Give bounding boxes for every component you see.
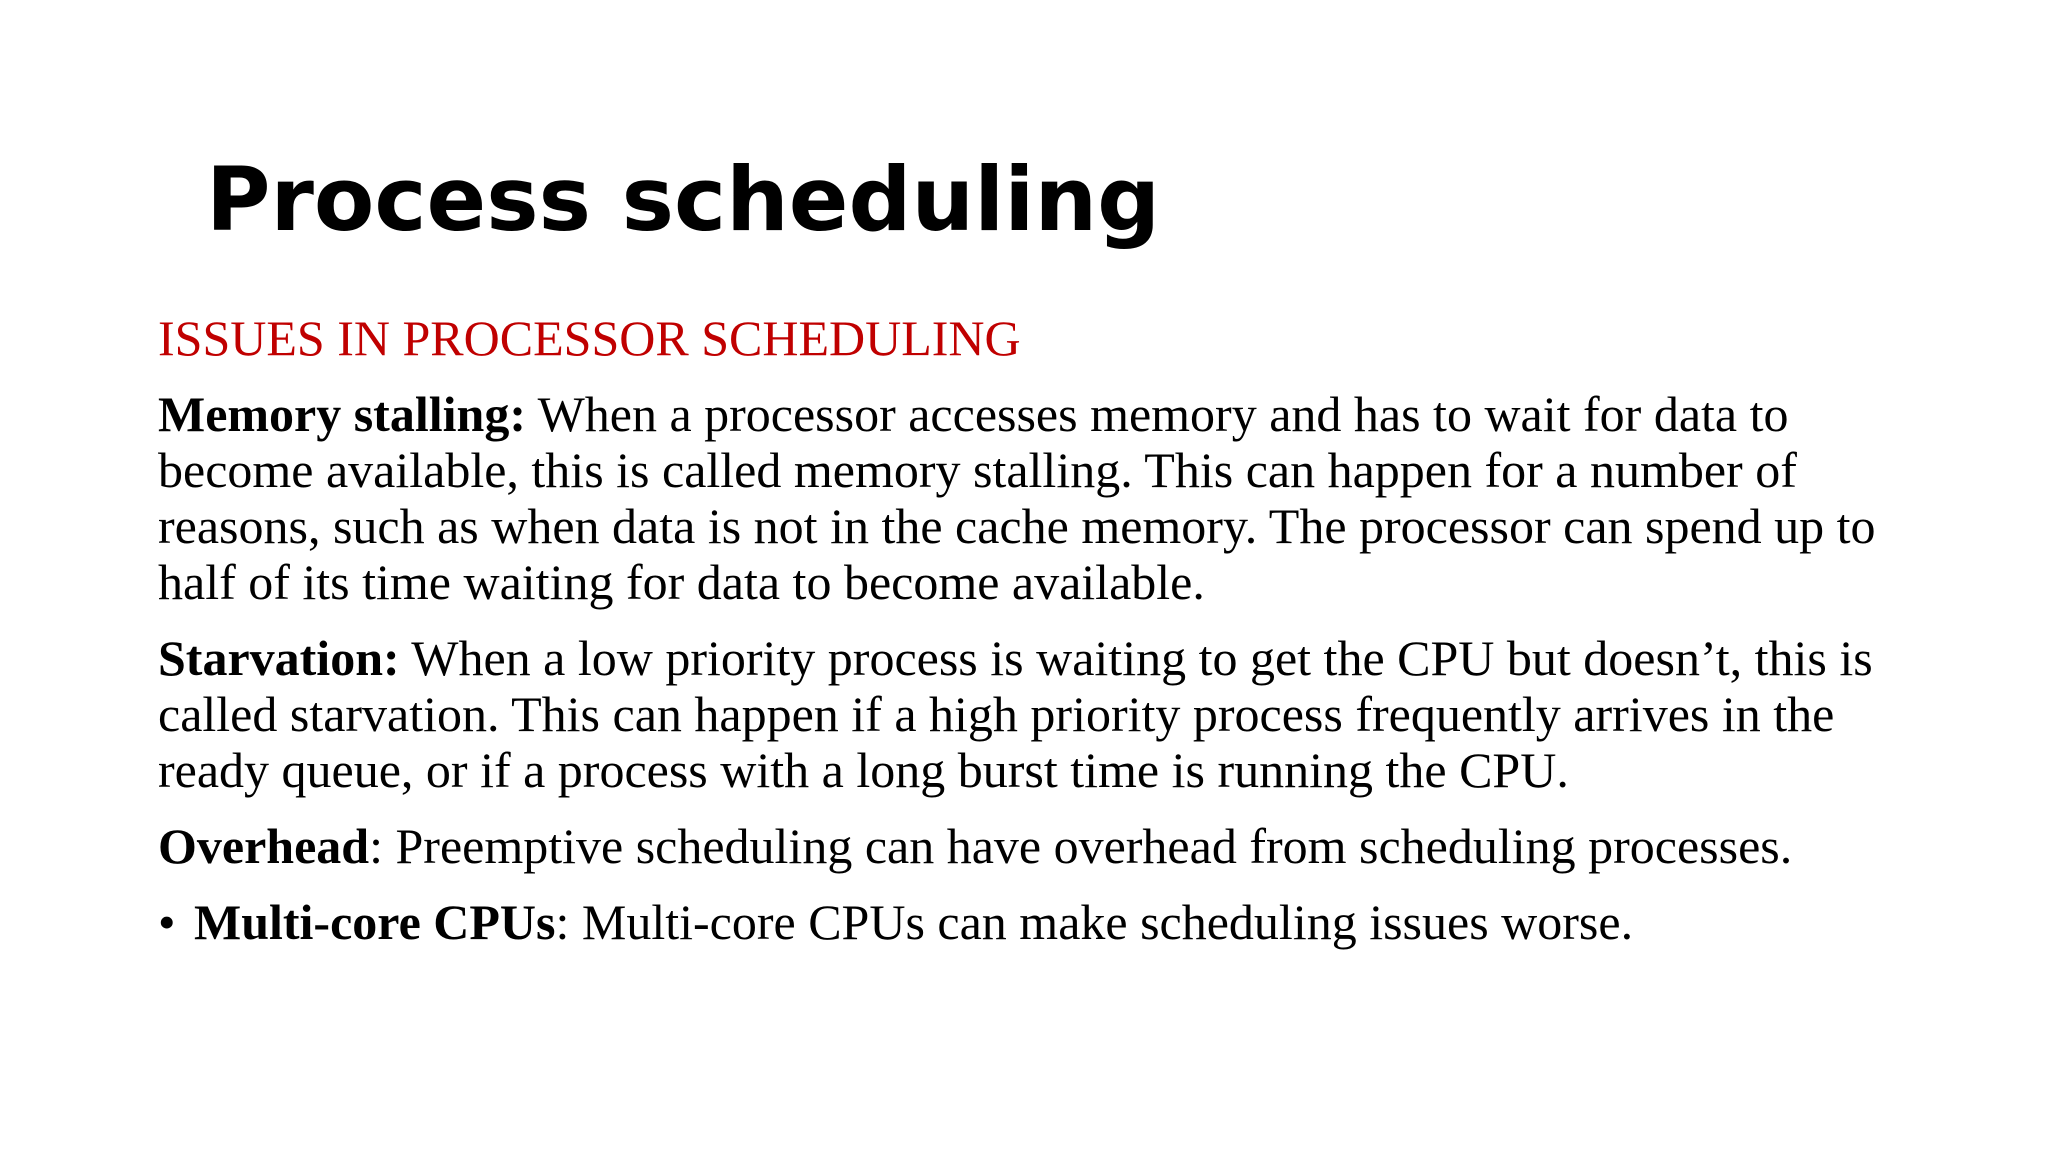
bullet-icon: • [158,894,176,950]
term-starvation: Starvation: [158,630,400,686]
paragraph-memory-stalling [158,386,1918,610]
slide-title: Process scheduling [206,148,1161,251]
term-memory-stalling: Memory stalling: [158,386,526,442]
paragraph-starvation [158,630,1918,798]
section-heading: ISSUES IN PROCESSOR SCHEDULING [158,310,1021,366]
bullet-multi-core [158,894,1918,950]
text-overhead: : Preemptive scheduling can have overhead from scheduling processes. [369,818,1793,874]
bullet-text [194,894,1633,950]
text-starvation: When a low priority process is waiting to get the CPU but doesn’t, this is called starvation. This can happen if a high priority process frequently arrives in the ready queue, or if a process with a long burst time is running the CPU. [158,630,1873,798]
text-memory-stalling: When a processor accesses memory and has to wait for data to become available, this is called memory stalling. This can happen for a number of reasons, such as when data is not in the cache memory. The processor can spend up to half of its time waiting for data to become available. [158,386,1876,610]
paragraph-overhead [158,818,1918,874]
slide-body [158,310,1918,950]
term-multi-core: Multi-core CPUs [194,894,556,950]
term-overhead: Overhead [158,818,370,874]
text-multi-core: : Multi-core CPUs can make scheduling issues worse. [555,894,1634,950]
